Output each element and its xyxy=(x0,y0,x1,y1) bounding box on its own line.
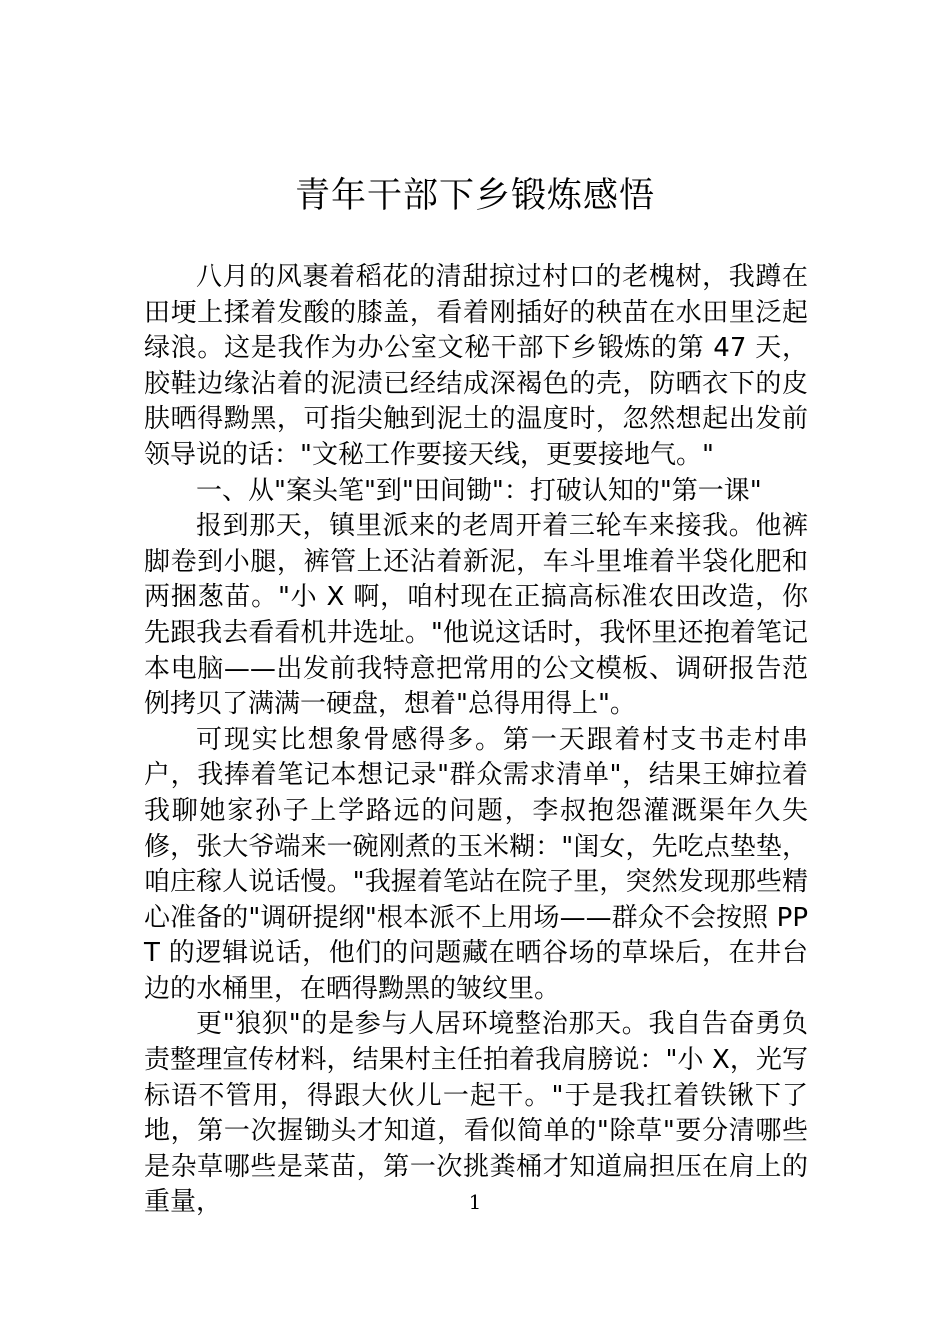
paragraph: 报到那天，镇里派来的老周开着三轮车来接我。他裤脚卷到小腿，裤管上还沾着新泥，车斗里堆着半袋化肥和两捆葱苗。"小 X 啊，咱村现在正搞高标准农田改造，你先跟我去看看机井选址。"他说这话时，我怀里还抱着笔记本电脑——出发前我特意把常用的公文模板、调研报告范例拷贝了满满一硬盘，想着"总得用得上"。 xyxy=(144,511,808,720)
paragraph: 更"狼狈"的是参与人居环境整治那天。我自告奋勇负责整理宣传材料，结果村主任拍着我肩膀说："小 X，光写标语不管用，得跟大伙儿一起干。"于是我扛着铁锹下了地，第一次握锄头才知道，看似简单的"除草"要分清哪些是杂草哪些是菜苗，第一次挑粪桶才知道扁担压在肩上的重量， xyxy=(144,1009,808,1218)
document-title: 青年干部下乡锻炼感悟 xyxy=(294,176,655,216)
document-body xyxy=(144,260,808,1221)
section-heading: 一、从"案头笔"到"田间锄"：打破认知的"第一课" xyxy=(196,475,762,506)
paragraph-intro: 八月的风裹着稻花的清甜掠过村口的老槐树，我蹲在田埂上揉着发酸的膝盖，看着刚插好的秧苗在水田里泛起绿浪。这是我作为办公室文秘干部下乡锻炼的第 47 天，胶鞋边缘沾着的泥渍已经结成深褐色的壳，防晒衣下的皮肤晒得黝黑，可指尖触到泥土的温度时，忽然想起出发前领导说的话："文秘工作要接天线，更要接地气。" xyxy=(144,262,808,470)
page-number: 1 xyxy=(468,1190,482,1214)
paragraph: 可现实比想象骨感得多。第一天跟着村支书走村串户，我捧着笔记本想记录"群众需求清单"，结果王婶拉着我聊她家孙子上学路远的问题，李叔抱怨灌溉渠年久失修，张大爷端来一碗刚煮的玉米糊："闺女，先吃点垫垫，咱庄稼人说话慢。"我握着笔站在院子里，突然发现那些精心准备的"调研提纲"根本派不上用场——群众不会按照 PPT 的逻辑说话，他们的问题藏在晒谷场的草垛后，在井台边的水桶里，在晒得黝黑的皱纹里。 xyxy=(144,724,808,1004)
